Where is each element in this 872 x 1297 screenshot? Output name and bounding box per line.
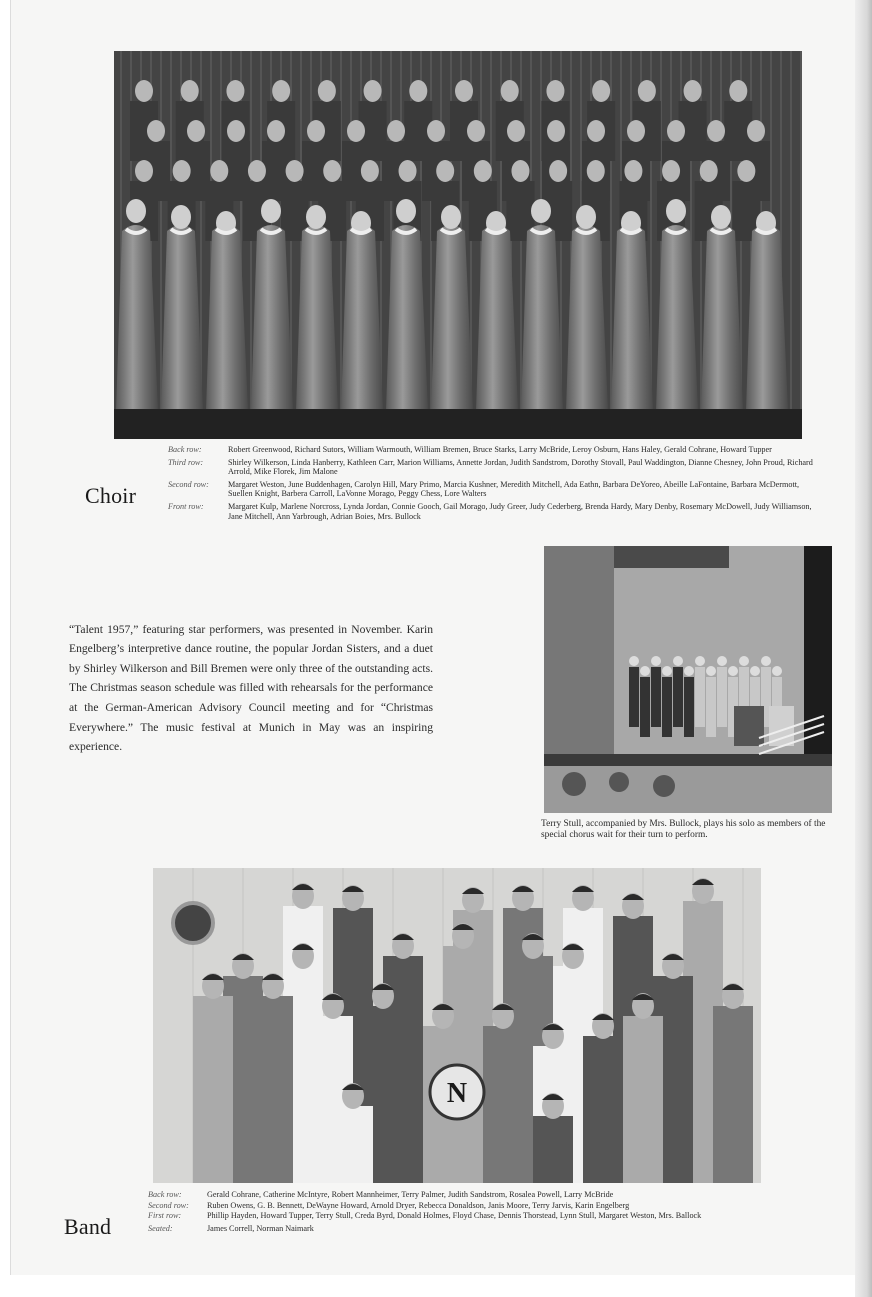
row-names: Shirley Wilkerson, Linda Hanberry, Kathleen Carr, Marion Williams, Annette Jordan, Judith Sandstrom, Dorothy Stovall, Paul Waddington, Dianne Chesney, John Proud, Richard Arrold, Mike Florek, Jim Malone <box>228 457 813 477</box>
chorus-photo-caption: Terry Stull, accompanied by Mrs. Bullock, plays his solo as members of the special chorus wait for their turn to perform. <box>541 819 826 840</box>
row-label: Seated: <box>148 1223 173 1233</box>
choir-roster-row <box>168 445 818 455</box>
drum-letter-n: N <box>446 1078 468 1109</box>
row-label: Back row: <box>168 445 202 454</box>
row-names: Gerald Cohrane, Catherine McIntyre, Robert Mannheimer, Terry Palmer, Judith Sandstrom, Rosalea Powell, Larry McBride <box>207 1190 614 1199</box>
choir-section-title: Choir <box>85 483 137 509</box>
row-label: Back row: <box>148 1190 182 1199</box>
row-names: Robert Greenwood, Richard Sutors, William Warmouth, William Bremen, Bruce Starks, Larry McBride, Leroy Osburn, Hans Haley, Gerald Cohrane, Howard Tupper <box>228 445 772 454</box>
special-chorus-photo <box>544 546 832 813</box>
choir-group-photo <box>114 51 802 439</box>
choir-roster <box>168 445 818 524</box>
band-roster-row <box>148 1224 768 1234</box>
choir-roster-row <box>168 502 818 521</box>
row-label: Second row: <box>168 479 209 489</box>
row-names: Phillip Hayden, Howard Tupper, Terry Stull, Creda Byrd, Donald Holmes, Floyd Chase, Dennis Thorstead, Lynn Stull, Margaret Weston, Mrs. Ballock <box>207 1211 702 1221</box>
row-names: Margaret Kulp, Marlene Norcross, Lynda Jordan, Connie Gooch, Gail Morago, Judy Greer, Judy Cederberg, Brenda Hardy, Mary Denby, Rosemary McDowell, Judy Williamson, Jane Mitchell, Ann Yarbrough, Adrian Boies, Mrs. Bullock <box>228 501 812 521</box>
choir-roster-row <box>168 480 818 499</box>
article-paragraph: “Talent 1957,” featuring star performers, was presented in November. Karin Engelberg’s interpretive dance routine, the popular Jordan Sisters, and a duet by Shirley Wilkerson and Bill Bremen were only three of the outstanding acts. The Christmas season schedule was filled with rehearsals for the performance at the German-American Advisory Council meeting and for “Christmas Everywhere.” The music festival at Munich in May was an inspiring experience. <box>69 622 433 754</box>
band-roster-row <box>148 1190 768 1200</box>
row-label: First row: <box>148 1211 182 1221</box>
row-label: Second row: <box>148 1200 189 1210</box>
page-bottom-margin <box>0 1275 855 1297</box>
band-roster-row <box>148 1201 768 1211</box>
page-binding-edge <box>855 0 872 1297</box>
band-section-title: Band <box>64 1214 112 1240</box>
row-names: James Correll, Norman Naimark <box>207 1223 314 1233</box>
band-roster <box>148 1190 768 1234</box>
choir-roster-row <box>168 458 818 477</box>
row-names: Ruben Owens, G. B. Bennett, DeWayne Howard, Arnold Dryer, Rebecca Donaldson, Janis Moore, Terry Jarvis, Karin Engelberg <box>207 1200 630 1210</box>
row-label: Third row: <box>168 457 204 467</box>
band-group-photo <box>153 868 761 1183</box>
row-label: Front row: <box>168 501 204 511</box>
band-roster-row <box>148 1211 768 1221</box>
row-names: Margaret Weston, June Buddenhagen, Carolyn Hill, Mary Primo, Marcia Kushner, Meredith Mitchell, Ada Eathn, Barbara DeYoreo, Abeille LaFontaine, Barbara McDermott, Suellen Knight, Barbera Carroll, LaVonne Morago, Peggy Chess, Lore Walters <box>228 479 800 499</box>
